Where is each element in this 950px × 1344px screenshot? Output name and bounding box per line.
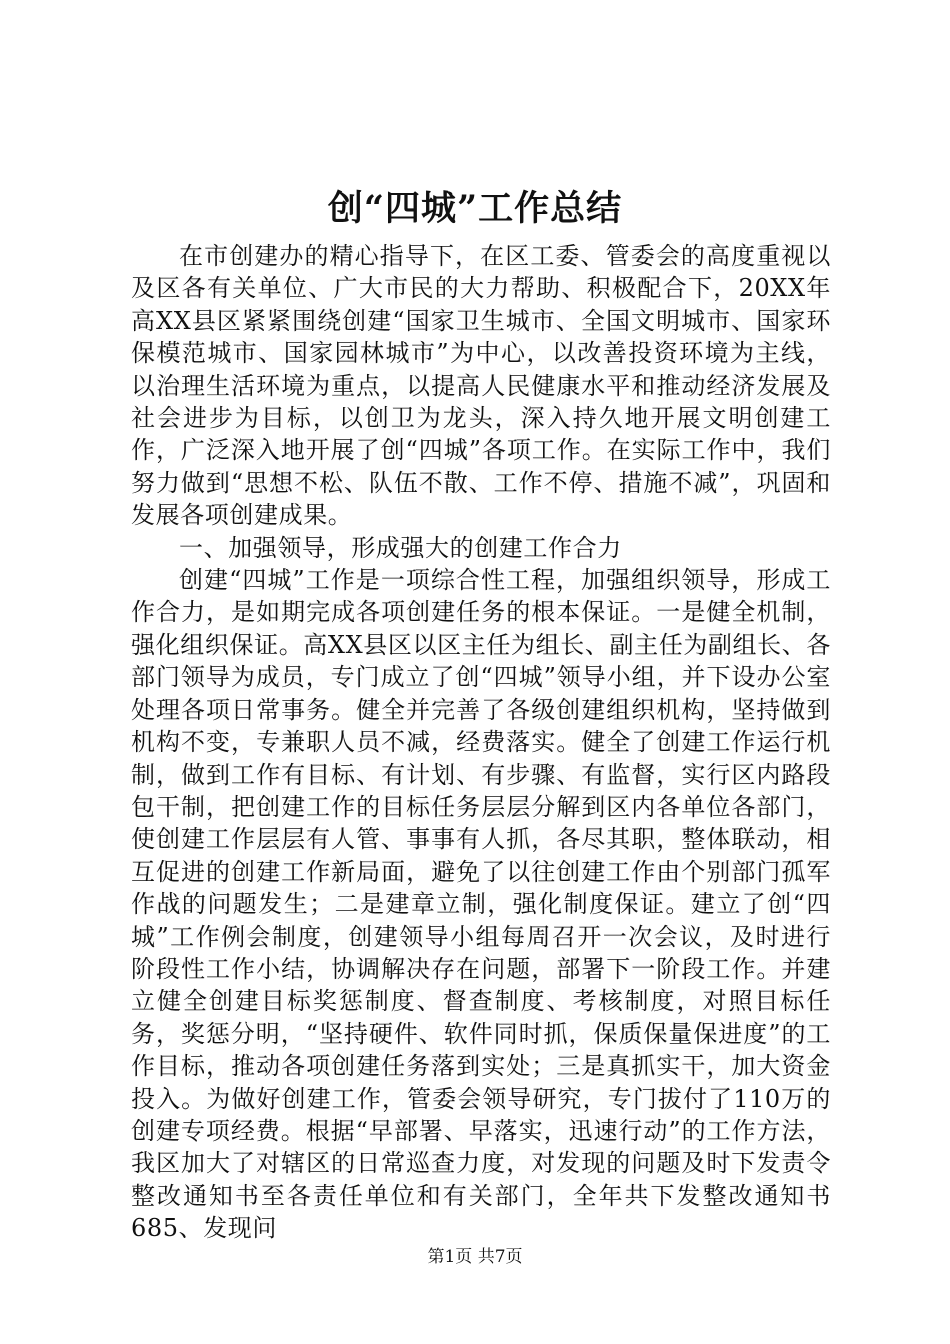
document-body	[131, 240, 831, 1245]
body-paragraph-intro: 在市创建办的精心指导下，在区工委、管委会的高度重视以及区各有关单位、广大市民的大力帮助、积极配合下，20XX年高XX县区紧紧围绕创建“国家卫生城市、全国文明城市、国家环保模范城市、国家园林城市”为中心，以改善投资环境为主线，以治理生活环境为重点，以提高人民健康水平和推动经济发展及社会进步为目标，以创卫为龙头，深入持久地开展文明创建工作，广泛深入地开展了创“四城”各项工作。在实际工作中，我们努力做到“思想不松、队伍不散、工作不停、措施不减”，巩固和发展各项创建成果。	[131, 242, 831, 530]
body-paragraph-section-1: 创建“四城”工作是一项综合性工程，加强组织领导，形成工作合力，是如期完成各项创建任务的根本保证。一是健全机制，强化组织保证。高XX县区以区主任为组长、副主任为副组长、各部门领导为成员，专门成立了创“四城”领导小组，并下设办公室处理各项日常事务。健全并完善了各级创建组织机构，坚持做到机构不变，专兼职人员不减，经费落实。健全了创建工作运行机制，做到工作有目标、有计划、有步骤、有监督，实行区内路段包干制，把创建工作的目标任务层层分解到区内各单位各部门，使创建工作层层有人管、事事有人抓，各尽其职，整体联动，相互促进的创建工作新局面，避免了以往创建工作由个别部门孤军作战的问题发生；二是建章立制，强化制度保证。建立了创“四城”工作例会制度，创建领导小组每周召开一次会议，及时进行阶段性工作小结，协调解决存在问题，部署下一阶段工作。并建立健全创建目标奖惩制度、督查制度、考核制度，对照目标任务，奖惩分明，“坚持硬件、软件同时抓，保质保量保进度”的工作目标，推动各项创建任务落到实处；三是真抓实干，加大资金投入。为做好创建工作，管委会领导研究，专门拔付了110万的创建专项经费。根据“早部署、早落实，迅速行动”的工作方法，我区加大了对辖区的日常巡查力度，对发现的问题及时下发责令整改通知书至各责任单位和有关部门，全年共下发整改通知书685、发现问	[131, 566, 831, 1243]
document-title: 创“四城”工作总结	[327, 188, 623, 229]
section-heading-1: 一、加强领导，形成强大的创建工作合力	[179, 533, 622, 562]
page-number-footer: 第1页 共7页	[427, 1247, 523, 1267]
